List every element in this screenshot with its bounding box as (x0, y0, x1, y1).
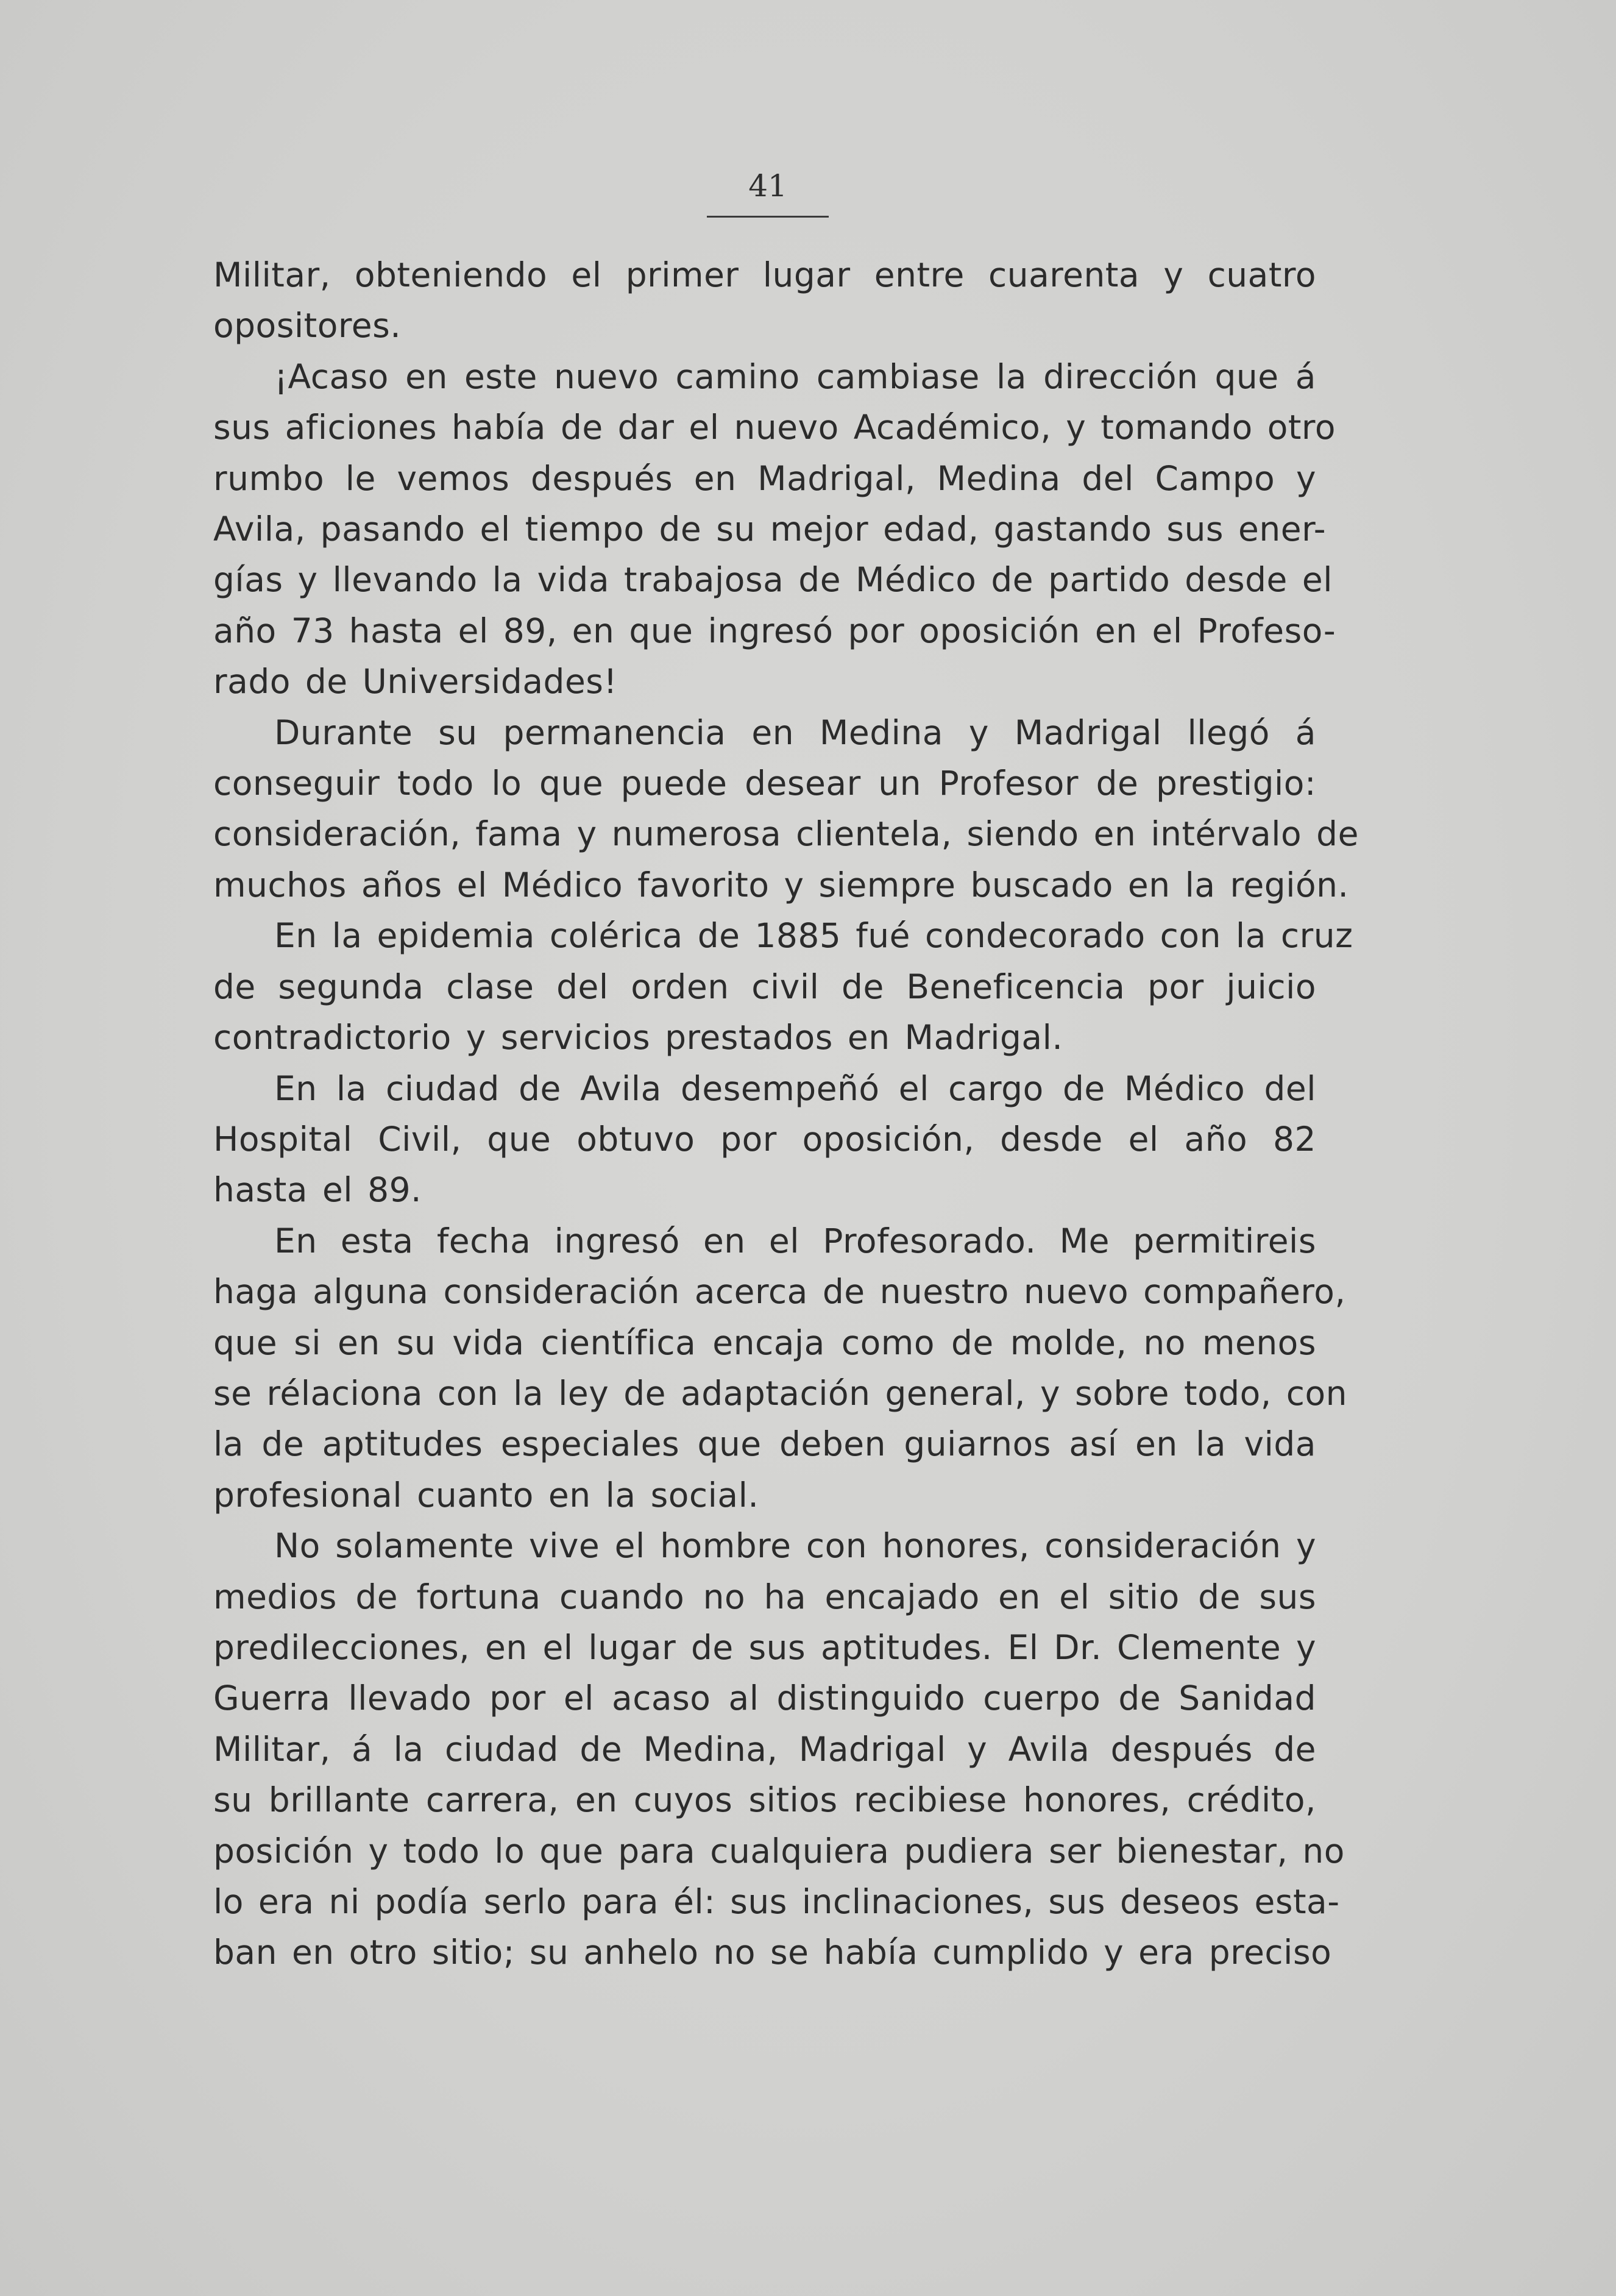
text-line: gías y llevando la vida trabajosa de Médico de partido desde el (213, 560, 1333, 600)
text-line: En esta fecha ingresó en el Profesorado. Me permitireis (274, 1221, 1316, 1260)
text-line: su brillante carrera, en cuyos sitios recibiese honores, crédito, (213, 1780, 1316, 1820)
text-line: rado de Universidades! (213, 662, 617, 702)
body-text (213, 250, 1359, 1978)
page-number: 41 (748, 168, 787, 204)
text-line: profesional cuanto en la social. (213, 1475, 759, 1515)
text-line: conseguir todo lo que puede desear un Profesor de prestigio: (213, 764, 1316, 803)
text-line: hasta el 89. (213, 1170, 422, 1210)
text-line: No solamente vive el hombre con honores, consideración y (274, 1526, 1316, 1566)
text-line: En la ciudad de Avila desempeñó el cargo de Médico del (274, 1068, 1316, 1108)
text-line: Militar, á la ciudad de Medina, Madrigal y Avila después de (213, 1729, 1316, 1769)
text-line: Militar, obteniendo el primer lugar entre cuarenta y cuatro (213, 255, 1316, 294)
text-line: Avila, pasando el tiempo de su mejor edad, gastando sus ener- (213, 510, 1327, 549)
text-line: que si en su vida científica encaja como de molde, no menos (213, 1323, 1316, 1362)
text-line: de segunda clase del orden civil de Beneficencia por juicio (213, 967, 1316, 1006)
text-line: muchos años el Médico favorito y siempre buscado en la región. (213, 865, 1349, 905)
text-line: consideración, fama y numerosa clientela, siendo en intérvalo de (213, 814, 1359, 854)
text-line: se rélaciona con la ley de adaptación general, y sobre todo, con (213, 1373, 1347, 1413)
text-line: haga alguna consideración acerca de nuestro nuevo compañero, (213, 1272, 1346, 1312)
text-line: ¡Acaso en este nuevo camino cambiase la dirección que á (274, 357, 1316, 396)
text-line: la de aptitudes especiales que deben guiarnos así en la vida (213, 1424, 1316, 1464)
text-line: Durante su permanencia en Medina y Madrigal llegó á (274, 713, 1316, 752)
text-line: ban en otro sitio; su anhelo no se había cumplido y era preciso (213, 1933, 1332, 1972)
text-line: año 73 hasta el 89, en que ingresó por oposición en el Profeso- (213, 611, 1336, 650)
text-line: predilecciones, en el lugar de sus aptitudes. El Dr. Clemente y (213, 1627, 1316, 1667)
text-line: rumbo le vemos después en Madrigal, Medina del Campo y (213, 458, 1316, 498)
text-line: opositores. (213, 306, 402, 346)
text-line: lo era ni podía serlo para él: sus inclinaciones, sus deseos esta- (213, 1882, 1340, 1921)
text-line: posición y todo lo que para cualquiera pudiera ser bienestar, no (213, 1831, 1345, 1871)
text-line: contradictorio y servicios prestados en Madrigal. (213, 1018, 1063, 1057)
text-line: Hospital Civil, que obtuvo por oposición, desde el año 82 (213, 1119, 1316, 1159)
text-line: medios de fortuna cuando no ha encajado en el sitio de sus (213, 1577, 1316, 1616)
text-line: sus aficiones había de dar el nuevo Académico, y tomando otro (213, 408, 1336, 447)
text-line: En la epidemia colérica de 1885 fué condecorado con la cruz (274, 916, 1353, 956)
page-number-rule (707, 216, 829, 218)
text-line: Guerra llevado por el acaso al distinguido cuerpo de Sanidad (213, 1679, 1316, 1718)
